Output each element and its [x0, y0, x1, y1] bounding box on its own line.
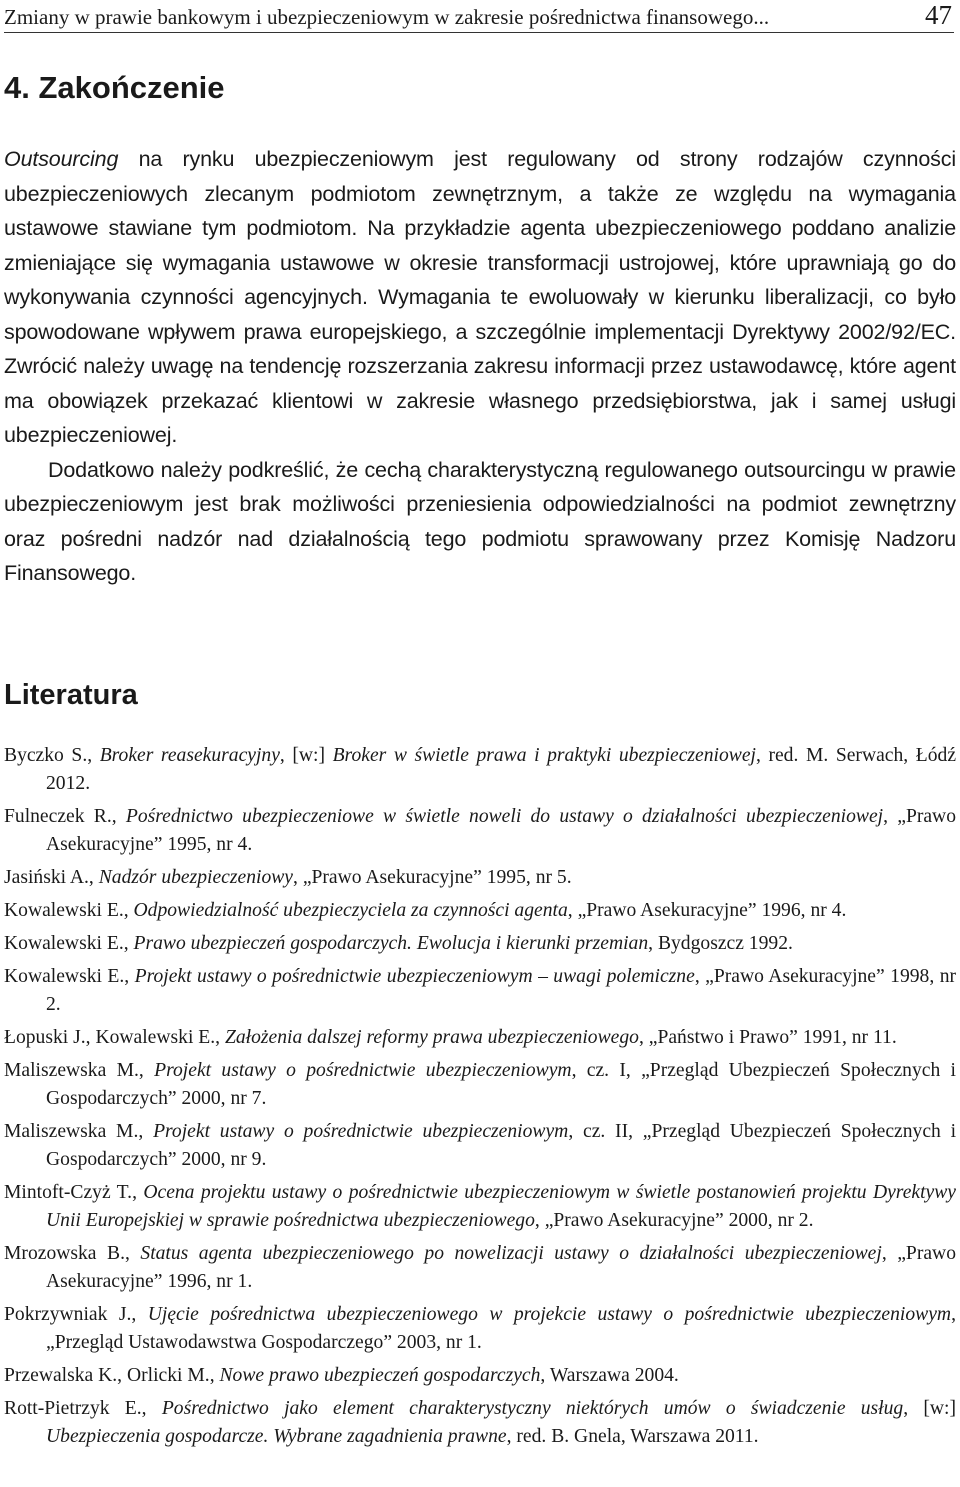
entry-in-marker: , [w:] [279, 745, 333, 766]
bibliography-entry [4, 1118, 956, 1174]
entry-publication: , „Prawo Asekuracyjne” 2000, nr 2. [534, 1210, 814, 1231]
entry-author: Kowalewski E. [4, 900, 124, 921]
entry-title: Pośrednictwo jako element charakterystyczny niektórych umów o świadczenie usług [161, 1398, 904, 1419]
entry-separator: , [215, 1027, 225, 1048]
page-number: 47 [925, 0, 952, 30]
entry-separator: , [123, 933, 134, 954]
bibliography-entry [4, 742, 956, 798]
entry-title: Status agenta ubezpieczeniowego po nowelizacji ustawy o działalności ubezpieczeniowej [140, 1243, 882, 1264]
entry-author: Łopuski J., Kowalewski E. [4, 1027, 216, 1048]
entry-separator: , [124, 966, 135, 987]
entry-title: Ujęcie pośrednictwa ubezpieczeniowego w projekcie ustawy o pośrednictwie ubezpieczeniowym [147, 1304, 952, 1325]
entry-title: Nowe prawo ubezpieczeń gospodarczych [219, 1365, 541, 1386]
bibliography-entry [4, 1057, 956, 1113]
paragraph-2: Dodatkowo należy podkreślić, że cechą charakterystyczną regulowanego outsourcingu w prawie ubezpieczeniowym jest brak możliwości przeniesienia odpowiedzialności na podmiot zewnętrzny oraz pośredni nadzór nad działalnością tego podmiotu sprawowany przez Komisję Nadzoru Finansowego. [4, 457, 956, 585]
entry-publication: , „Prawo Asekuracyjne” 1996, nr 4. [567, 900, 847, 921]
entry-source-title: Ubezpieczenia gospodarcze. Wybrane zagadnienia prawne [46, 1426, 507, 1447]
section-body [4, 142, 956, 591]
entry-separator: , [132, 1182, 144, 1203]
entry-publication: , red. M. Serwach, Łódź 2012. [46, 745, 957, 794]
entry-separator: , [111, 806, 126, 827]
entry-separator: , [141, 1398, 162, 1419]
bibliography-entry [4, 897, 956, 925]
bibliography-entry [4, 1362, 956, 1390]
entry-author: Jasiński A. [4, 867, 89, 888]
entry-publication: , cz. II, „Przegląd Ubezpieczeń Społecznych i Gospodarczych” 2000, nr 9. [46, 1121, 957, 1170]
entry-author: Przewalska K., Orlicki M. [4, 1365, 210, 1386]
entry-separator: , [138, 1121, 154, 1142]
entry-author: Rott-Pietrzyk E. [4, 1398, 142, 1419]
entry-source-title: Broker w świetle prawa i praktyki ubezpieczeniowej [332, 745, 756, 766]
entry-publication: , „Państwo i Prawo” 1991, nr 11. [638, 1027, 897, 1048]
bibliography-entry [4, 1024, 956, 1052]
bibliography-entry [4, 1395, 956, 1451]
entry-title: Odpowiedzialność ubezpieczyciela za czynności agenta [133, 900, 568, 921]
literature-heading: Literatura [4, 679, 138, 711]
entry-publication: , Warszawa 2004. [540, 1365, 679, 1386]
bibliography-entry [4, 1240, 956, 1296]
entry-separator: , [87, 745, 100, 766]
bibliography-list [4, 742, 956, 1456]
entry-title: Założenia dalszej reformy prawa ubezpieczeniowego [224, 1027, 639, 1048]
entry-title: Projekt ustawy o pośrednictwie ubezpieczeniowym [154, 1060, 572, 1081]
entry-author: Fulneczek R. [4, 806, 112, 827]
bibliography-entry [4, 1179, 956, 1235]
bibliography-entry [4, 963, 956, 1019]
paragraph-1-text: na rynku ubezpieczeniowym jest regulowany od strony rodzajów czynności ubezpieczeniowych zlecanym podmiotom zewnętrznym, a także ze względu na wymagania ustawowe stawiane tym podmiotom. Na przykładzie agenta ubezpieczeniowego poddano analizie zmieniające się wymagania ustawowe w okresie transformacji ustrojowej, które uprawniają go do wykonywania czynności agencyjnych. Wymagania te ewoluowały w kierunku liberalizacji, co było spowodowane wpływem prawa europejskiego, a szczególnie implementacji Dyrektywy 2002/92/EC. Zwrócić należy uwagę na tendencję rozszerzania zakresu informacji przez ustawodawcę, które agent ma obowiązek przekazać klientowi w zakresie własnego przedsiębiorstwa, jak i samej usługi ubezpieczeniowej. [4, 147, 956, 447]
entry-separator: , [209, 1365, 220, 1386]
entry-in-marker: , [w:] [903, 1398, 957, 1419]
entry-publication: , Bydgoszcz 1992. [648, 933, 793, 954]
entry-publication: , „Prawo Asekuracyjne” 1998, nr 2. [46, 966, 957, 1015]
entry-title: Broker reasekuracyjny [99, 745, 280, 766]
paragraph-1 [4, 142, 956, 453]
entry-author: Pokrzywniak J. [4, 1304, 132, 1325]
entry-title: Pośrednictwo ubezpieczeniowe w świetle noweli do ustawy o działalności ubezpieczeniowej [125, 806, 884, 827]
bibliography-entry [4, 803, 956, 859]
entry-separator: , [131, 1304, 148, 1325]
entry-title: Prawo ubezpieczeń gospodarczych. Ewolucja i kierunki przemian [133, 933, 649, 954]
entry-separator: , [138, 1060, 155, 1081]
running-title: Zmiany w prawie bankowym i ubezpieczeniowym w zakresie pośrednictwa finansowego... [4, 5, 770, 29]
entry-separator: , [88, 867, 99, 888]
entry-author: Maliszewska M. [4, 1121, 139, 1142]
entry-author: Mintoft-Czyż T. [4, 1182, 133, 1203]
bibliography-entry [4, 1301, 956, 1357]
entry-title: Projekt ustawy o pośrednictwie ubezpieczeniowym [153, 1121, 569, 1142]
entry-author: Byczko S. [4, 745, 88, 766]
entry-publication: , „Prawo Asekuracyjne” 1996, nr 1. [46, 1243, 956, 1292]
entry-publication: , red. B. Gnela, Warszawa 2011. [506, 1426, 759, 1447]
entry-author: Mrozowska B. [4, 1243, 125, 1264]
entry-separator: , [123, 900, 134, 921]
entry-title: Ocena projektu ustawy o pośrednictwie ubezpieczeniowym w świetle postanowień projektu Dyrektywy Unii Europejskiej w sprawie pośrednictwa ubezpieczeniowego [46, 1182, 957, 1231]
entry-publication: , „Przegląd Ustawodawstwa Gospodarczego” 2003, nr 1. [46, 1304, 956, 1353]
entry-author: Kowalewski E. [4, 933, 124, 954]
bibliography-entry [4, 930, 956, 958]
entry-author: Kowalewski E. [4, 966, 125, 987]
entry-title: Projekt ustawy o pośrednictwie ubezpieczeniowym – uwagi polemiczne [134, 966, 695, 987]
bibliography-entry [4, 864, 956, 892]
running-header [4, 2, 954, 33]
entry-publication: , „Prawo Asekuracyjne” 1995, nr 4. [46, 806, 957, 855]
section-heading: 4. Zakończenie [4, 70, 225, 105]
entry-separator: , [124, 1243, 141, 1264]
entry-author: Maliszewska M. [4, 1060, 139, 1081]
entry-title: Nadzór ubezpieczeniowy [98, 867, 294, 888]
outsourcing-term: Outsourcing [4, 147, 119, 171]
entry-publication: , „Prawo Asekuracyjne” 1995, nr 5. [293, 867, 572, 888]
entry-publication: , cz. I, „Przegląd Ubezpieczeń Społecznych i Gospodarczych” 2000, nr 7. [46, 1060, 957, 1109]
